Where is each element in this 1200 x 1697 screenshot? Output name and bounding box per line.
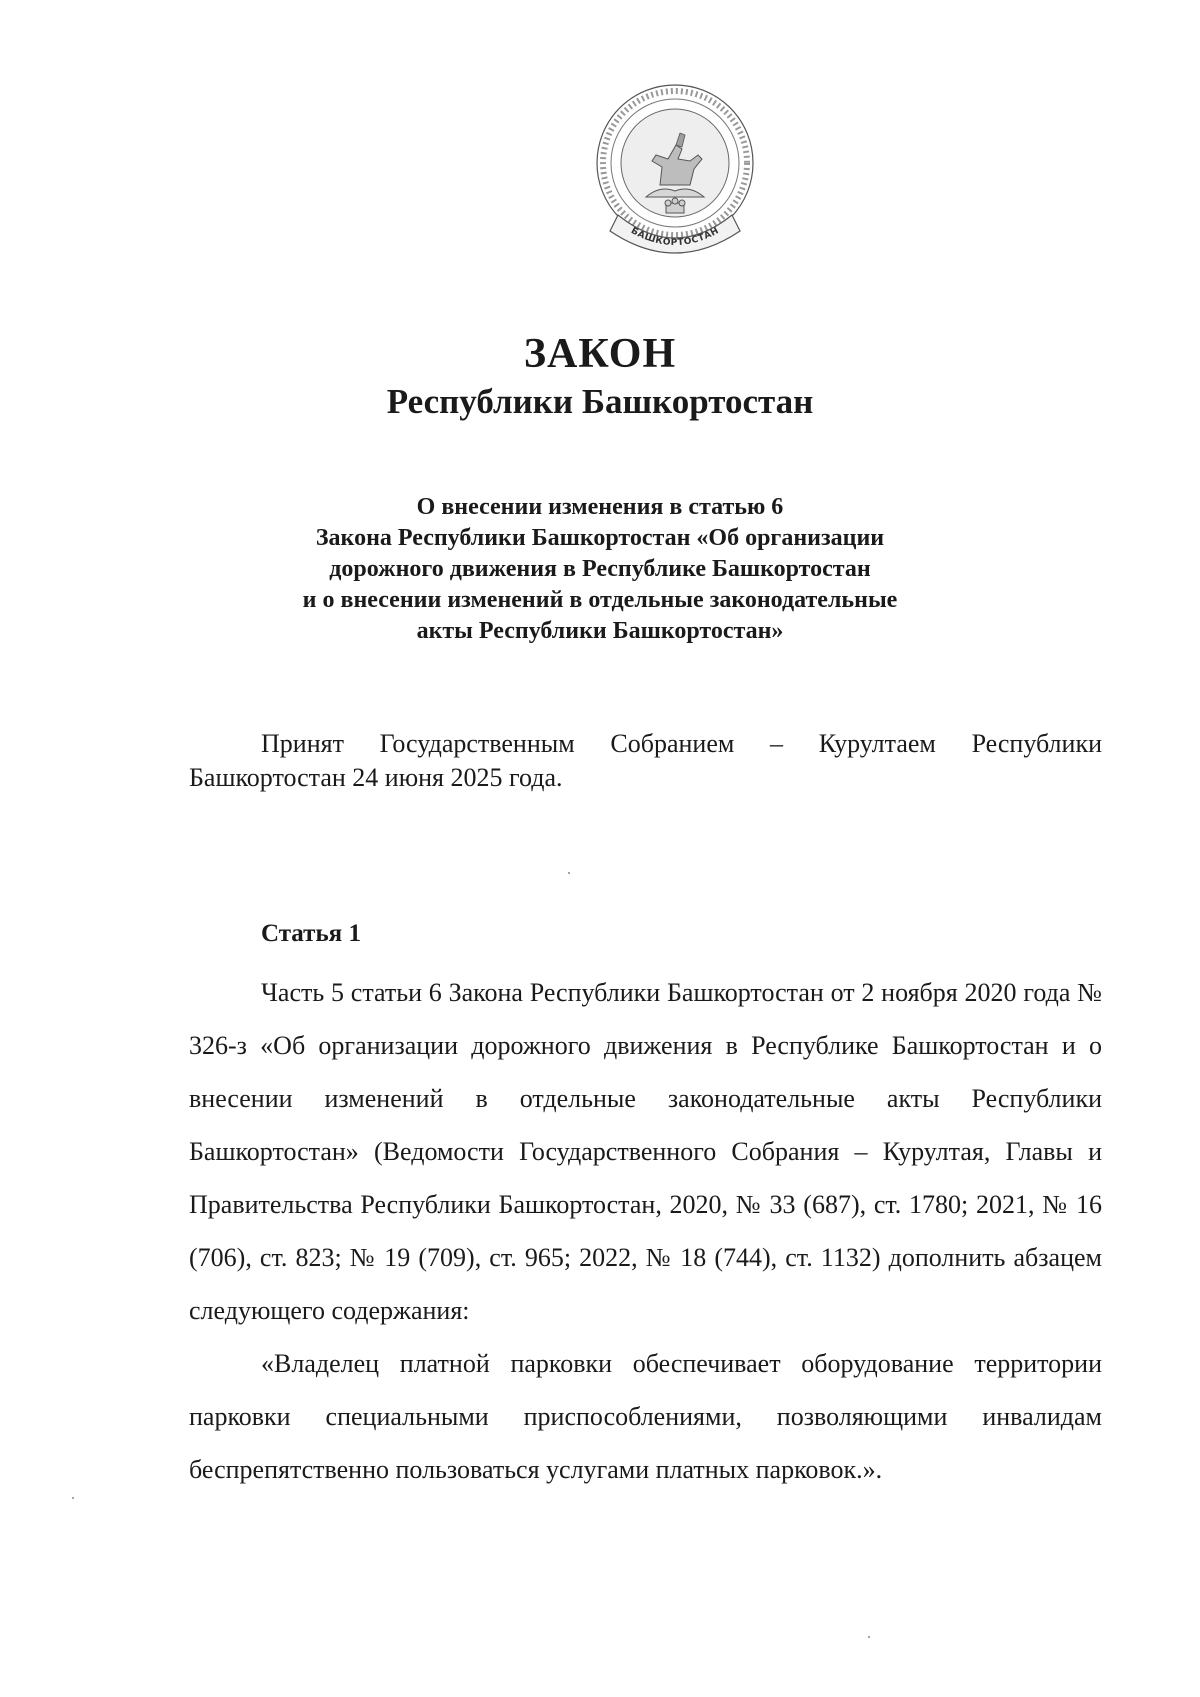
scan-speck bbox=[568, 872, 570, 874]
scan-speck bbox=[868, 1636, 870, 1638]
document-subtitle: Республики Башкортостан bbox=[386, 382, 814, 421]
subject-line: дорожного движения в Республике Башкортостан bbox=[329, 556, 871, 582]
adoption-statement: Принят Государственным Собранием – Курултаем Республики Башкортостан 24 июня 2025 года. bbox=[189, 729, 1102, 792]
scan-speck bbox=[72, 1497, 74, 1499]
article-body bbox=[189, 966, 1102, 1496]
article-heading: Статья 1 bbox=[261, 920, 361, 947]
subject-line: О внесении изменения в статью 6 bbox=[416, 494, 784, 520]
subject-line: Закона Республики Башкортостан «Об организации bbox=[315, 525, 885, 551]
subject-line: акты Республики Башкортостан» bbox=[416, 618, 784, 644]
document-title: ЗАКОН bbox=[523, 331, 677, 377]
law-subject bbox=[0, 492, 1200, 647]
article-paragraph: «Владелец платной парковки обеспечивает оборудование территории парковки специальными приспособлениями, позволяющими инвалидам беспрепятственно пользоваться услугами платных парковок.». bbox=[189, 1349, 1102, 1484]
subject-line: и о внесении изменений в отдельные законодательные bbox=[302, 587, 898, 613]
ribbon-text: БАШКОРТОСТАН bbox=[629, 226, 721, 249]
coat-of-arms-icon bbox=[590, 75, 760, 265]
article-paragraph: Часть 5 статьи 6 Закона Республики Башкортостан от 2 ноября 2020 года № 326-з «Об организации дорожного движения в Республике Башкортостан и о внесении изменений в отдельные законодательные акты Республики Башкортостан» (Ведомости Государственного Собрания – Курултая, Главы и Правительства Республики Башкортостан, 2020, № 33 (687), ст. 1780; 2021, № 16 (706), ст. 823; № 19 (709), ст. 965; 2022, № 18 (744), ст. 1132) дополнить абзацем следующего содержания: bbox=[189, 978, 1102, 1325]
